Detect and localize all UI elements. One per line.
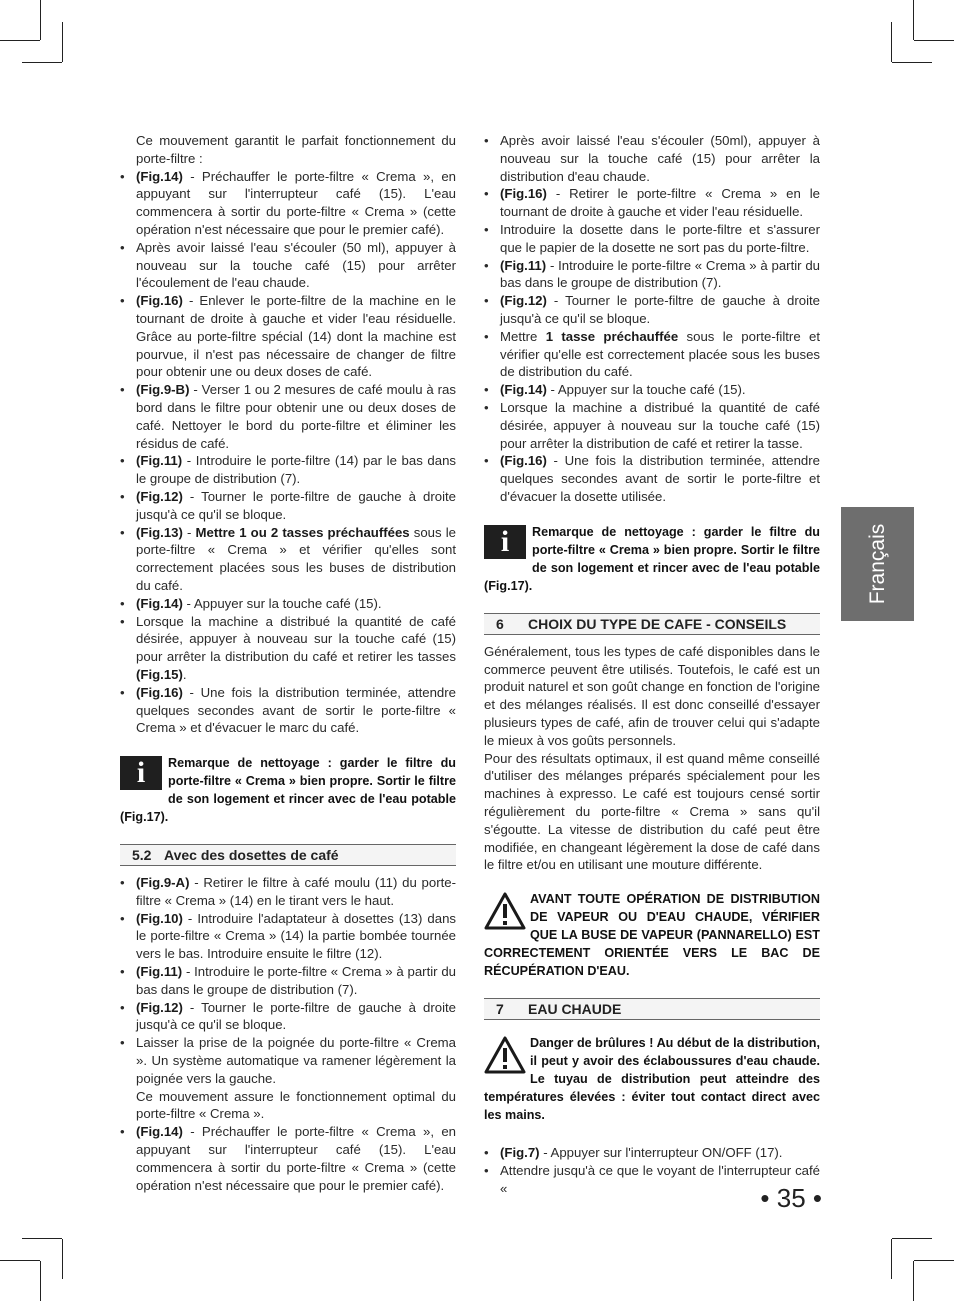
warning-icon bbox=[484, 1036, 526, 1074]
list-item: • (Fig.12) - Tourner le porte-filtre de gauche à droite jusqu'à ce qu'il se bloque. bbox=[120, 999, 456, 1035]
instruction-list bbox=[484, 132, 820, 506]
info-icon: i bbox=[484, 525, 526, 559]
warning-note: AVANT TOUTE OPÉRATION DE DISTRIBUTION DE VAPEUR OU D'EAU CHAUDE, VÉRIFIER QUE LA BUSE DE VAPEUR (PANNARELLO) EST CORRECTEMENT ORIENTÉE VERS LE BAC DE RÉCUPÉRATION D'EAU. bbox=[484, 892, 820, 979]
crop-mark bbox=[914, 40, 954, 41]
sub-paragraph: Ce mouvement assure le fonctionnement optimal du porte-filtre « Crema ». bbox=[136, 1088, 456, 1122]
list-item: • (Fig.10) - Introduire l'adaptateur à dosettes (13) dans le porte-filtre « Crema » (14) la partie bombée tournée vers le bas. Introduire ensuite le filtre (12). bbox=[120, 910, 456, 963]
section-heading: 7 EAU CHAUDE bbox=[484, 998, 820, 1020]
list-item: • (Fig.13) - Mettre 1 ou 2 tasses préchauffées sous le porte-filtre « Crema » et vérifier qu'elles sont correctement placées sous les buses de distribution du café. bbox=[120, 524, 456, 595]
list-item: • (Fig.9-B) - Verser 1 ou 2 mesures de café moulu à ras bord dans le filtre pour obtenir une ou deux doses de café. Nettoyer le bord du porte-filtre et éliminer les résidus de café. bbox=[120, 381, 456, 452]
list-item: • (Fig.14) - Appuyer sur la touche café (15). bbox=[484, 381, 820, 399]
left-column bbox=[120, 132, 456, 1194]
crop-mark bbox=[892, 1238, 932, 1239]
warning-icon bbox=[484, 892, 526, 930]
paragraph: Généralement, tous les types de café disponibles dans le commerce peuvent être utilisés. Toutefois, le café est un produit naturel et son goût change en fonction de l'origine et des mélanges réalisés. Il est donc conseillé d'essayer plusieurs types de café, afin de trouver celui qui s'adapte le mieux à vos goûts personnels. bbox=[484, 643, 820, 748]
list-item: • (Fig.14) - Préchauffer le porte-filtre « Crema », en appuyant sur l'interrupteur café (15). L'eau commencera à sortir du porte-filtre « Crema » (cette opération n'est nécessaire que pour le premier café). bbox=[120, 1123, 456, 1194]
list-item: • (Fig.14) - Appuyer sur la touche café (15). bbox=[120, 595, 456, 613]
list-item: • (Fig.16) - Enlever le porte-filtre de la machine en le tournant de droite à gauche et vider l'eau résiduelle. Grâce au porte-filtre spécial (14) dont la machine est pourvue, il n'est pas nécessaire de changer de filtre pour obtenir une ou deux doses de café. bbox=[120, 292, 456, 381]
list-item: • (Fig.9-A) - Retirer le filtre à café moulu (11) du porte-filtre « Crema » (14) en le tirant vers le haut. bbox=[120, 874, 456, 910]
instruction-list bbox=[120, 874, 456, 1088]
list-item: • (Fig.7) - Appuyer sur l'interrupteur ON/OFF (17). bbox=[484, 1144, 820, 1162]
crop-mark bbox=[0, 40, 40, 41]
list-item: • (Fig.11) - Introduire le porte-filtre « Crema » à partir du bas dans le groupe de distribution (7). bbox=[484, 257, 820, 293]
crop-mark bbox=[913, 1261, 914, 1301]
instruction-list bbox=[120, 168, 456, 738]
page-number: • 35 • bbox=[760, 1183, 822, 1213]
paragraph: Pour des résultats optimaux, il est quand même conseillé d'utiliser des mélanges préparés spécialement pour les machines à expresso. Le café est toujours censé sortir régulièrement du porte-filtre « Crema » sans qu'il s'égoutte. La vitesse de distribution du café peut être modifiée, en changeant légèrement la dose de café dans le filtre et/ou en utilisant une mouture différente. bbox=[484, 750, 820, 873]
warning-note: Danger de brûlures ! Au début de la distribution, il peut y avoir des éclaboussures d'eau chaude. Le tuyau de distribution peut atteindre des températures élevées : éviter tout contact direct avec les mains. bbox=[484, 1036, 820, 1123]
intro-paragraph: Ce mouvement garantit le parfait fonctionnement du porte-filtre : bbox=[136, 133, 456, 166]
list-item: • Introduire la dosette dans le porte-filtre et s'assurer que le papier de la dosette ne sort pas du porte-filtre. bbox=[484, 221, 820, 257]
crop-mark bbox=[914, 1260, 954, 1261]
crop-mark bbox=[40, 0, 41, 40]
list-item: • (Fig.16) - Une fois la distribution terminée, attendre quelques secondes avant de sortir le porte-filtre et d'évacuer la dosette utilisée. bbox=[484, 452, 820, 505]
list-item: • Attendre jusqu'à ce que le voyant de l'interrupteur café « bbox=[484, 1162, 820, 1198]
crop-mark bbox=[40, 1261, 41, 1301]
list-item: • Lorsque la machine a distribué la quantité de café désirée, appuyer à nouveau sur la touche café (15) pour arrêter la distribution de café et retirer la tasse. bbox=[484, 399, 820, 452]
info-icon: i bbox=[120, 756, 162, 790]
list-item: • (Fig.16) - Retirer le porte-filtre « Crema » en le tournant de droite à gauche et vider l'eau résiduelle. bbox=[484, 185, 820, 221]
crop-mark bbox=[22, 1238, 62, 1239]
list-item: • Lorsque la machine a distribué la quantité de café désirée, appuyer à nouveau sur la touche café (15) pour arrêter la distribution du café et retirer les tasses (Fig.15). bbox=[120, 613, 456, 684]
crop-mark bbox=[62, 22, 63, 62]
crop-mark bbox=[891, 22, 892, 62]
list-item: • Après avoir laissé l'eau s'écouler (50ml), appuyer à nouveau sur la touche café (15) pour arrêter la distribution d'eau chaude. bbox=[484, 132, 820, 185]
section-heading: 6 CHOIX DU TYPE DE CAFE - CONSEILS bbox=[484, 613, 820, 635]
crop-mark bbox=[22, 62, 62, 63]
crop-mark bbox=[892, 62, 932, 63]
crop-mark bbox=[891, 1239, 892, 1279]
list-item: • Après avoir laissé l'eau s'écouler (50 ml), appuyer à nouveau sur la touche café (15) pour arrêter l'écoulement de l'eau chaude. bbox=[120, 239, 456, 292]
list-item: • (Fig.12) - Tourner le porte-filtre de gauche à droite jusqu'à ce qu'il se bloque. bbox=[120, 488, 456, 524]
cleaning-note: i Remarque de nettoyage : garder le filtre du porte-filtre « Crema » bien propre. Sortir le filtre de son logement et rincer avec de l'eau potable (Fig.17). bbox=[484, 524, 820, 593]
crop-mark bbox=[913, 0, 914, 40]
list-item: • Mettre 1 tasse préchauffée sous le porte-filtre et vérifier qu'elle est correctement placée sous les buses de distribution du café. bbox=[484, 328, 820, 381]
language-tab: Français bbox=[841, 507, 914, 621]
cleaning-note: i Remarque de nettoyage : garder le filtre du porte-filtre « Crema » bien propre. Sortir le filtre de son logement et rincer avec de l'eau potable (Fig.17). bbox=[120, 756, 456, 825]
crop-mark bbox=[62, 1239, 63, 1279]
list-item: • (Fig.12) - Tourner le porte-filtre de gauche à droite jusqu'à ce qu'il se bloque. bbox=[484, 292, 820, 328]
right-column bbox=[484, 132, 820, 1197]
list-item: • (Fig.11) - Introduire le porte-filtre (14) par le bas dans le groupe de distribution (7). bbox=[120, 452, 456, 488]
list-item: • (Fig.14) - Préchauffer le porte-filtre « Crema », en appuyant sur l'interrupteur café (15). L'eau commencera à sortir du porte-filtre « Crema » (cette opération n'est nécessaire que pour le premier café). bbox=[120, 168, 456, 239]
crop-mark bbox=[0, 1260, 40, 1261]
list-item: • Laisser la prise de la poignée du porte-filtre « Crema ». Un système automatique va ramener légèrement la poignée vers la gauche. bbox=[120, 1034, 456, 1087]
list-item: • (Fig.16) - Une fois la distribution terminée, attendre quelques secondes avant de sortir le porte-filtre « Crema » et d'évacuer le marc du café. bbox=[120, 684, 456, 737]
list-item: • (Fig.11) - Introduire le porte-filtre « Crema » à partir du bas dans le groupe de distribution (7). bbox=[120, 963, 456, 999]
section-heading: 5.2 Avec des dosettes de café bbox=[120, 844, 456, 866]
instruction-list bbox=[120, 1123, 456, 1194]
